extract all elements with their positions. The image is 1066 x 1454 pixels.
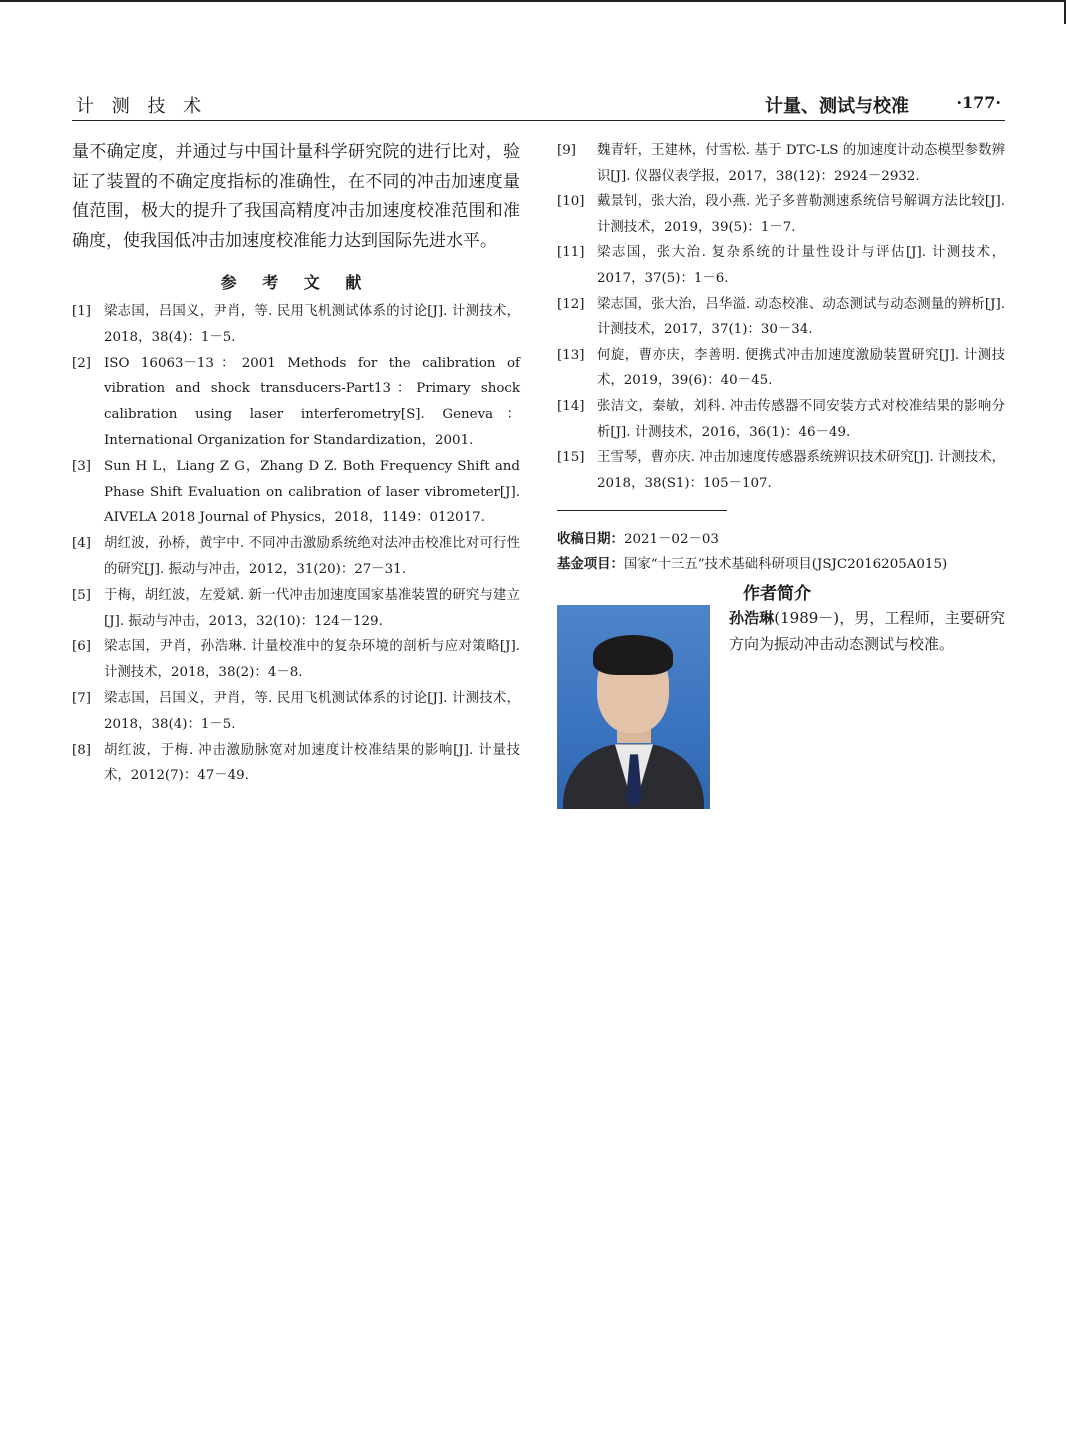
references-list-left: [72, 299, 520, 789]
references-title: 参 考 文 献: [220, 273, 372, 292]
reference-item: [557, 189, 1005, 240]
reference-text: 胡红波，孙桥，黄宇中. 不同冲击激励系统绝对法冲击校准比对可行性的研究[J]. 振动与冲击，2012，31(20)：27－31.: [104, 536, 520, 577]
reference-item: [557, 394, 1005, 445]
page-number: ·177·: [956, 93, 1001, 112]
reference-text: 于梅，胡红波，左爱斌. 新一代冲击加速度国家基准装置的研究与建立[J]. 振动与冲击，2013，32(10)：124－129.: [104, 587, 520, 629]
author-photo: [557, 605, 710, 809]
reference-number: [15]: [557, 450, 585, 466]
reference-item: [557, 292, 1005, 343]
reference-item: [72, 299, 520, 351]
reference-number: [12]: [557, 296, 585, 312]
received-value: 2021－02－03: [623, 532, 719, 548]
reference-text: 梁志国，吕国义，尹肖，等. 民用飞机测试体系的讨论[J]. 计测技术，2018，38(4)：1－5.: [104, 304, 520, 345]
author-bio: [729, 605, 1005, 657]
reference-number: [13]: [557, 347, 585, 363]
reference-text: 魏青轩，王建林，付雪松. 基于 DTC-LS 的加速度计动态模型参数辨识[J]. 仪器仪表学报，2017，38(12)：2924－2932.: [597, 143, 1005, 184]
reference-text: 胡红波，于梅. 冲击激励脉宽对加速度计校准结果的影响[J]. 计量技术，2012(7)：47－49.: [104, 742, 520, 784]
right-column: [557, 138, 1005, 819]
body-paragraph: 量不确定度，并通过与中国计量科学研究院的进行比对，验证了装置的不确定度指标的准确性，在不同的冲击加速度量值范围，极大的提升了我国高精度冲击加速度校准范围和准确度，使我国低冲击加速度校准能力达到国际先进水平。: [72, 142, 520, 251]
reference-number: [5]: [72, 587, 91, 603]
reference-number: [2]: [72, 355, 91, 371]
footnote-divider: [557, 510, 727, 511]
photo-hair: [593, 635, 673, 675]
received-date: [557, 527, 1005, 552]
reference-item: [557, 138, 1005, 189]
reference-text: 戴景钊，张大治，段小燕. 光子多普勒测速系统信号解调方法比较[J]. 计测技术，2019，39(5)：1－7.: [597, 194, 1005, 235]
fund-label: 基金项目：: [557, 557, 624, 573]
left-column: [72, 138, 520, 789]
author-bio-text: (1989－)，男，工程师，主要研究方向为振动冲击动态测试与校准。: [729, 609, 1005, 654]
reference-item: [72, 351, 520, 454]
reference-number: [4]: [72, 536, 91, 552]
journal-name: 计 测 技 术: [76, 96, 208, 117]
reference-number: [8]: [72, 742, 91, 758]
reference-text: 梁志国，尹肖，孙浩琳. 计量校准中的复杂环境的剖析与应对策略[J]. 计测技术，2018，38(2)：4－8.: [104, 639, 520, 681]
reference-item: [72, 634, 520, 686]
reference-text: 何旋，曹亦庆，李善明. 便携式冲击加速度激励装置研究[J]. 计测技术，2019，39(6)：40－45.: [597, 347, 1005, 389]
author-name: 孙浩琳: [729, 609, 775, 628]
fund-project: [557, 552, 1005, 577]
reference-text: ISO 16063－13：2001 Methods for the calibration of vibration and shock transducers-Part13：Primary shock calibration using laser interferometry[S]. Geneva：International Organization for Standardization，2001.: [104, 355, 520, 448]
reference-number: [10]: [557, 194, 585, 210]
author-section: [557, 579, 1005, 819]
page-header: [72, 92, 1005, 121]
reference-number: [6]: [72, 639, 91, 655]
reference-text: Sun H L，Liang Z G，Zhang D Z. Both Frequency Shift and Phase Shift Evaluation on calibration of laser vibrometer[J]. AIVELA 2018 Journal of Physics，2018，1149：012017.: [104, 458, 520, 526]
reference-item: [72, 454, 520, 531]
reference-item: [72, 531, 520, 583]
author-title: 作者简介: [743, 584, 811, 605]
reference-text: 王雪琴，曹亦庆. 冲击加速度传感器系统辨识技术研究[J]. 计测技术，2018，38(S1)：105－107.: [597, 450, 1005, 491]
reference-number: [7]: [72, 690, 91, 706]
reference-number: [14]: [557, 398, 585, 414]
reference-text: 梁志国，张大治. 复杂系统的计量性设计与评估[J]. 计测技术，2017，37(5)：1－6.: [597, 245, 1005, 286]
reference-number: [9]: [557, 143, 576, 158]
reference-item: [72, 686, 520, 738]
reference-item: [72, 583, 520, 635]
reference-text: 梁志国，吕国义，尹肖，等. 民用飞机测试体系的讨论[J]. 计测技术，2018，38(4)：1－5.: [104, 690, 520, 732]
reference-number: [3]: [72, 458, 91, 474]
reference-text: 梁志国，张大治，吕华溢. 动态校准、动态测试与动态测量的辨析[J]. 计测技术，2017，37(1)：30－34.: [597, 296, 1005, 338]
reference-item: [557, 343, 1005, 394]
received-label: 收稿日期：: [557, 532, 624, 548]
reference-item: [557, 445, 1005, 496]
references-list-right: [557, 138, 1005, 496]
reference-number: [11]: [557, 245, 585, 261]
reference-item: [557, 240, 1005, 291]
fund-value: 国家“十三五”技术基础科研项目(JSJC2016205A015): [623, 557, 948, 573]
reference-number: [1]: [72, 304, 91, 319]
top-border-line: [0, 0, 1066, 2]
reference-item: [72, 738, 520, 790]
section-name: 计量、测试与校准: [765, 96, 909, 117]
reference-text: 张洁文，秦敏，刘科. 冲击传感器不同安装方式对校准结果的影响分析[J]. 计测技术，2016，36(1)：46－49.: [597, 398, 1005, 440]
